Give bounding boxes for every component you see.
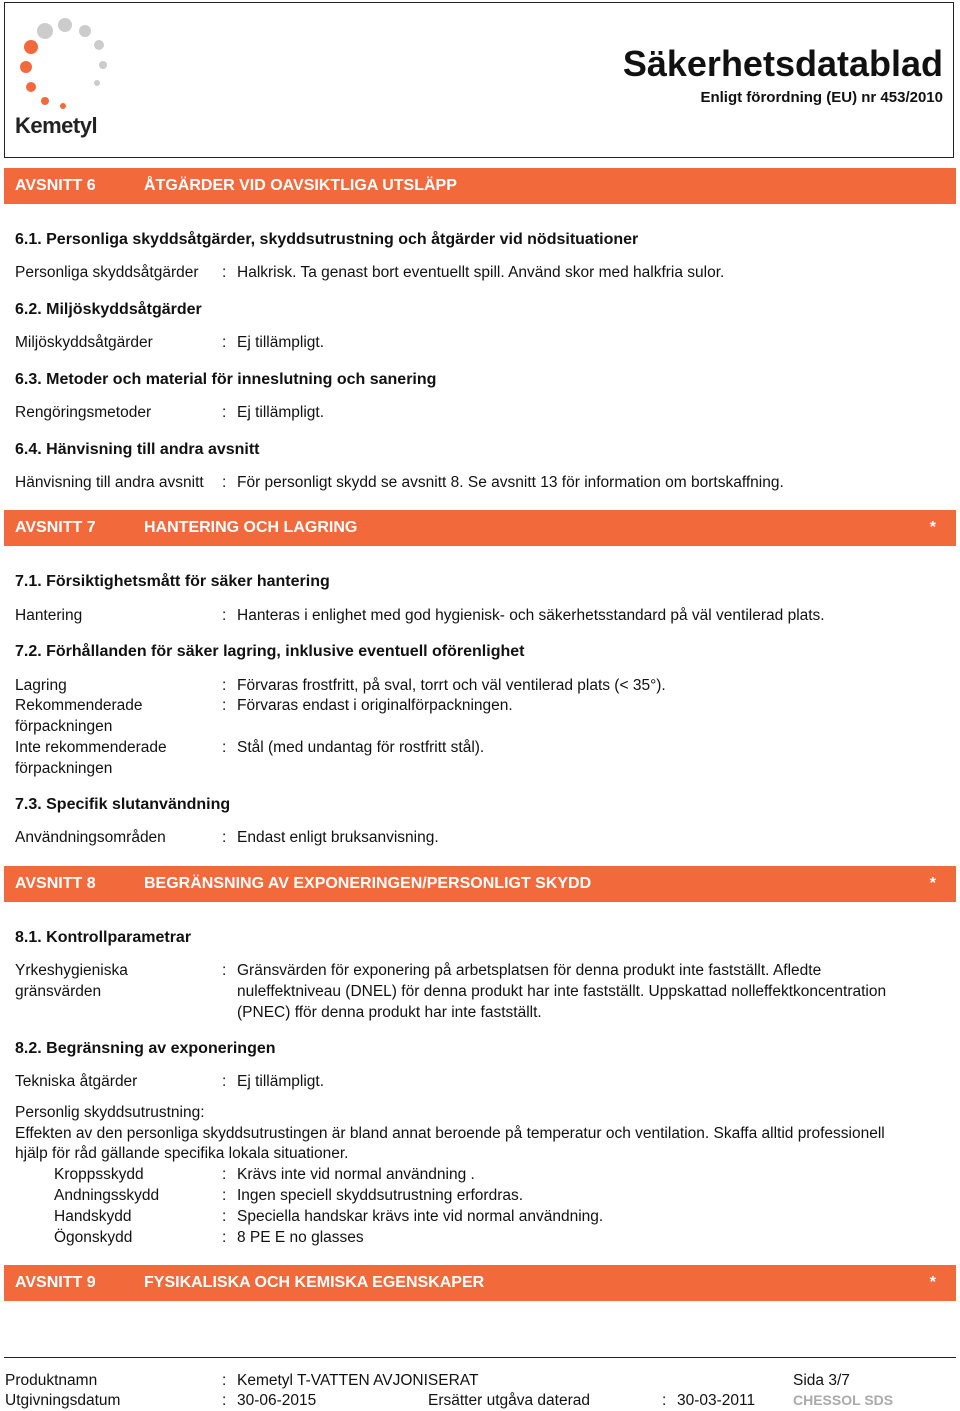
subsection-7-1: 7.1. Försiktighetsmått för säker hantering xyxy=(15,573,330,590)
ppe-text: hjälp för råd gällande specifika lokala situationer. xyxy=(15,1145,349,1162)
field-label: Hantering xyxy=(15,607,83,624)
field-value: Endast enligt bruksanvisning. xyxy=(237,829,439,846)
colon: : xyxy=(222,697,227,714)
colon: : xyxy=(222,607,227,624)
colon: : xyxy=(222,677,227,694)
ppe-value: Ingen speciell skyddsutrustning erfordras. xyxy=(237,1187,524,1204)
revision-marker: * xyxy=(929,519,936,536)
field-value: Hanteras i enlighet med god hygienisk- och säkerhetsstandard på väl ventilerad plats. xyxy=(237,607,825,624)
field-value: Ej tillämpligt. xyxy=(237,1073,324,1090)
colon: : xyxy=(662,1392,667,1409)
document-title: Säkerhetsdatablad xyxy=(622,43,943,84)
footer-product-value: Kemetyl T-VATTEN AVJONISERAT xyxy=(237,1372,479,1389)
section-9-header xyxy=(4,1265,956,1301)
field-label: förpackningen xyxy=(15,718,113,735)
colon: : xyxy=(222,739,227,756)
field-value: (PNEC) fför denna produkt har inte fastställt. xyxy=(237,1004,542,1021)
field-value: För personligt skydd se avsnitt 8. Se avsnitt 13 för information om bortskaffning. xyxy=(237,474,784,491)
field-label: Inte rekommenderade xyxy=(15,739,167,756)
field-value: Stål (med undantag för rostfritt stål). xyxy=(237,739,485,756)
subsection-8-1: 8.1. Kontrollparametrar xyxy=(15,929,192,946)
section-6-header xyxy=(4,168,956,204)
field-value: Gränsvärden för exponering på arbetsplatsen för denna produkt inte fastställt. Afledte xyxy=(237,962,822,979)
field-value: Förvaras endast i originalförpackningen. xyxy=(237,697,513,714)
document-subtitle: Enligt förordning (EU) nr 453/2010 xyxy=(700,89,943,106)
section-8-header xyxy=(4,866,956,902)
footer-replaces-value: 30-03-2011 xyxy=(677,1392,756,1409)
colon: : xyxy=(222,829,227,846)
colon: : xyxy=(222,404,227,421)
field-label: Lagring xyxy=(15,677,67,694)
ppe-value: Speciella handskar krävs inte vid normal användning. xyxy=(237,1208,604,1225)
footer-date-value: 30-06-2015 xyxy=(237,1392,317,1409)
field-value: Ej tillämpligt. xyxy=(237,404,324,421)
section-7-header xyxy=(4,510,956,546)
field-label: Personliga skyddsåtgärder xyxy=(15,264,199,281)
ppe-value: 8 PE E no glasses xyxy=(237,1229,364,1246)
ppe-text: Effekten av den personliga skyddsutrustingen är bland annat beroende på temperatur och ventilation. Skaffa alltid professionell xyxy=(15,1125,885,1142)
section-number: AVSNITT 8 xyxy=(15,875,96,892)
field-value: Halkrisk. Ta genast bort eventuellt spill. Använd skor med halkfria sulor. xyxy=(237,264,725,281)
footer-divider xyxy=(4,1357,956,1358)
subsection-6-2: 6.2. Miljöskyddsåtgärder xyxy=(15,301,202,318)
field-label: Tekniska åtgärder xyxy=(15,1073,138,1090)
colon: : xyxy=(222,264,227,281)
footer-product-label: Produktnamn xyxy=(5,1372,98,1389)
revision-marker: * xyxy=(929,875,936,892)
subsection-7-2: 7.2. Förhållanden för säker lagring, inklusive eventuell oförenlighet xyxy=(15,643,525,660)
revision-marker: * xyxy=(929,1274,936,1291)
ppe-heading: Personlig skyddsutrustning: xyxy=(15,1104,205,1121)
footer-replaces-label: Ersätter utgåva daterad xyxy=(428,1392,590,1409)
colon: : xyxy=(222,334,227,351)
field-label: gränsvärden xyxy=(15,983,102,1000)
colon: : xyxy=(222,1073,227,1090)
section-number: AVSNITT 7 xyxy=(15,519,96,536)
brand-name: Kemetyl xyxy=(15,113,98,138)
footer-software-label: CHESSOL SDS xyxy=(793,1392,894,1408)
section-title: FYSIKALISKA OCH KEMISKA EGENSKAPER xyxy=(144,1274,485,1291)
field-label: Yrkeshygieniska xyxy=(15,962,128,979)
colon: : xyxy=(222,1187,227,1204)
subsection-7-3: 7.3. Specifik slutanvändning xyxy=(15,796,231,813)
subsection-6-3: 6.3. Metoder och material för inneslutning och sanering xyxy=(15,371,437,388)
colon: : xyxy=(222,1229,227,1246)
ppe-label: Handskydd xyxy=(54,1208,132,1225)
ppe-label: Andningsskydd xyxy=(54,1187,160,1204)
section-number: AVSNITT 9 xyxy=(15,1274,96,1291)
ppe-label: Kroppsskydd xyxy=(54,1166,144,1183)
footer-date-label: Utgivningsdatum xyxy=(5,1392,121,1409)
subsection-6-4: 6.4. Hänvisning till andra avsnitt xyxy=(15,441,260,458)
colon: : xyxy=(222,1208,227,1225)
field-label: Användningsområden xyxy=(15,829,166,846)
footer-page-number: Sida 3/7 xyxy=(793,1372,850,1389)
field-label: förpackningen xyxy=(15,760,113,777)
field-label: Hänvisning till andra avsnitt xyxy=(15,474,204,491)
colon: : xyxy=(222,962,227,979)
section-title: ÅTGÄRDER VID OAVSIKTLIGA UTSLÄPP xyxy=(144,177,457,194)
section-title: BEGRÄNSNING AV EXPONERINGEN/PERSONLIGT SKYDD xyxy=(144,875,592,892)
field-label: Rengöringsmetoder xyxy=(15,404,152,421)
section-number: AVSNITT 6 xyxy=(15,177,96,194)
field-value: Förvaras frostfritt, på sval, torrt och väl ventilerad plats (< 35°). xyxy=(237,677,666,694)
subsection-6-1: 6.1. Personliga skyddsåtgärder, skyddsutrustning och åtgärder vid nödsituationer xyxy=(15,231,639,248)
colon: : xyxy=(222,1166,227,1183)
colon: : xyxy=(222,474,227,491)
field-label: Rekommenderade xyxy=(15,697,143,714)
colon: : xyxy=(222,1372,227,1389)
field-value: Ej tillämpligt. xyxy=(237,334,324,351)
field-value: nuleffektniveau (DNEL) för denna produkt har inte fastställt. Uppskattad nolleffektkoncentration xyxy=(237,983,887,1000)
document-header xyxy=(4,2,954,158)
ppe-label: Ögonskydd xyxy=(54,1229,133,1246)
colon: : xyxy=(222,1392,227,1409)
ppe-value: Krävs inte vid normal användning . xyxy=(237,1166,475,1183)
field-label: Miljöskyddsåtgärder xyxy=(15,334,153,351)
section-title: HANTERING OCH LAGRING xyxy=(144,519,358,536)
subsection-8-2: 8.2. Begränsning av exponeringen xyxy=(15,1040,276,1057)
